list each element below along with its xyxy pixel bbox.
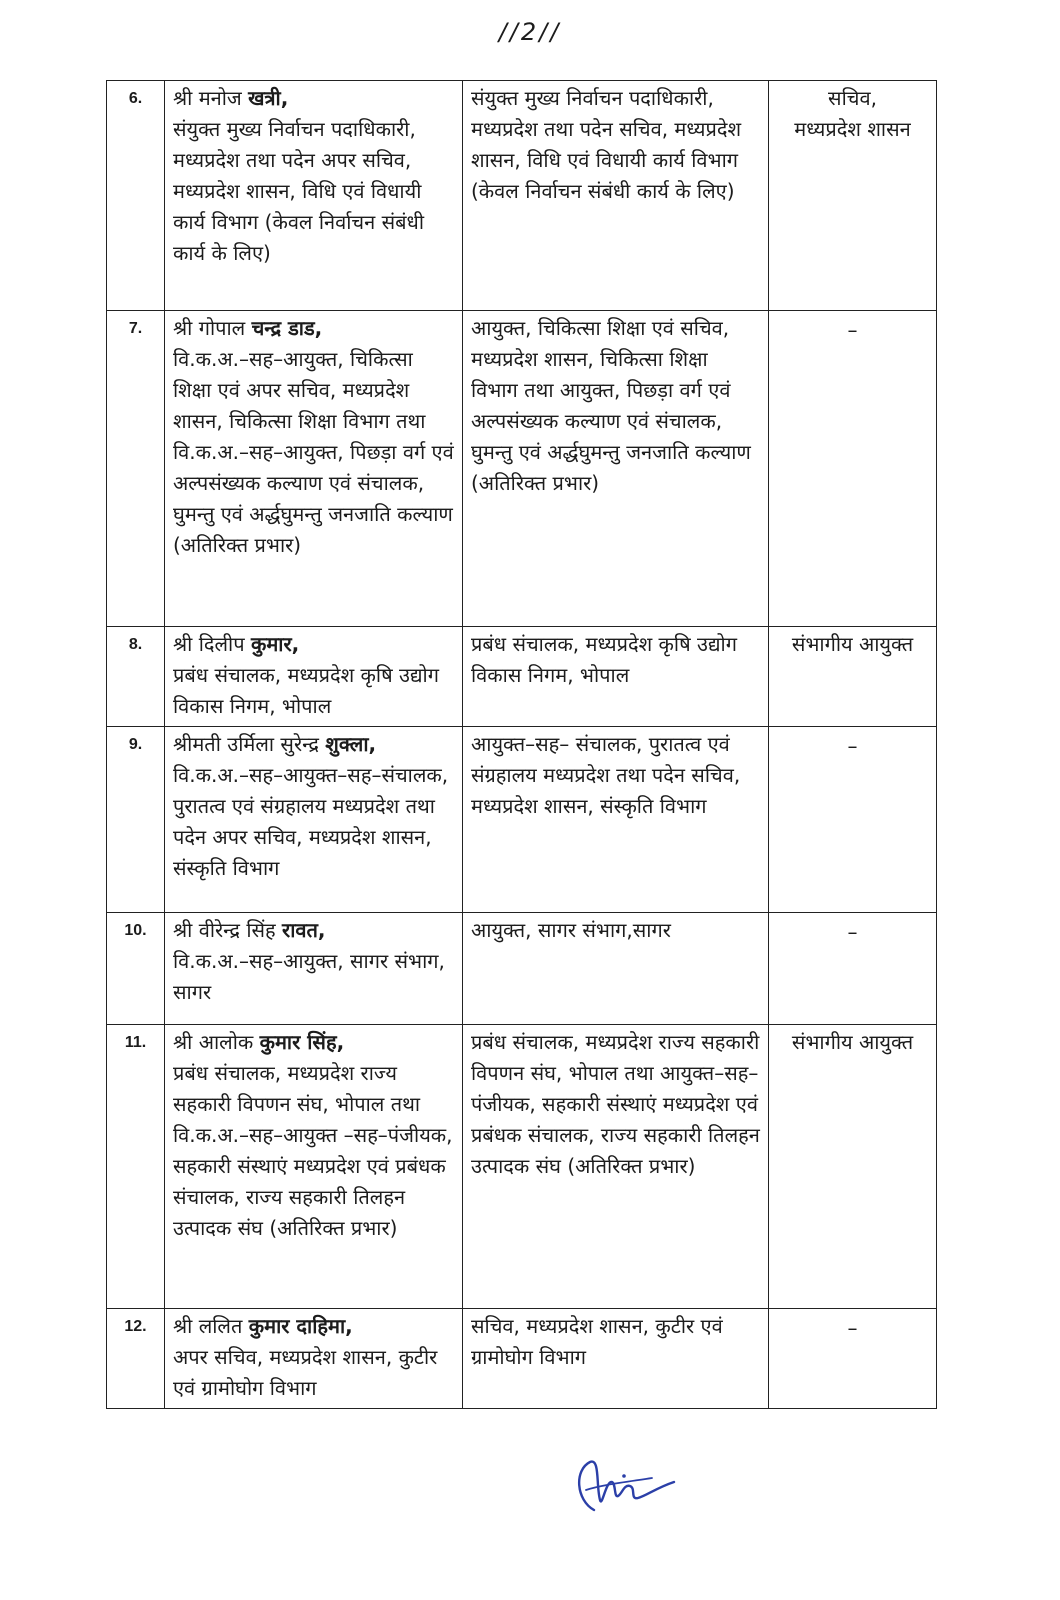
current-post: वि.क.अ.–सह–आयुक्त, चिकित्सा शिक्षा एवं अपर सचिव, मध्यप्रदेश शासन, चिकित्सा शिक्षा विभाग तथा वि.क.अ.–सह–आयुक्त, पिछड़ा वर्ग एवं अल्पसंख्यक कल्याण एवं संचालक, घुमन्तु एवं अर्द्धघुमन्तु जनजाति कल्याण (अतिरिक्त प्रभार) (173, 347, 454, 557)
new-posting: आयुक्त, सागर संभाग,सागर (463, 913, 769, 1025)
table-row (107, 627, 937, 727)
current-post: प्रबंध संचालक, मध्यप्रदेश राज्य सहकारी विपणन संघ, भोपाल तथा वि.क.अ.–सह–आयुक्त –सह–पंजीयक, सहकारी संस्थाएं मध्यप्रदेश एवं प्रबंधक संचालक, राज्य सहकारी तिलहन उत्पादक संघ (अतिरिक्त प्रभार) (173, 1061, 453, 1240)
rank-line: – (847, 734, 858, 758)
rank-line: – (847, 920, 858, 944)
rank-cell (769, 81, 937, 311)
officer-cell (165, 311, 463, 627)
current-post: वि.क.अ.–सह–आयुक्त–सह–संचालक, पुरातत्व एवं संग्रहालय मध्यप्रदेश तथा पदेन अपर सचिव, मध्यप्रदेश शासन, संस्कृति विभाग (173, 763, 449, 880)
officer-name: श्री दिलीप कुमार, (173, 632, 300, 656)
officer-name: श्री आलोक कुमार सिंह, (173, 1030, 345, 1054)
officer-cell (165, 627, 463, 727)
officer-name: श्री गोपाल चन्द्र डाड, (173, 316, 323, 340)
current-post: प्रबंध संचालक, मध्यप्रदेश कृषि उद्योग विकास निगम, भोपाल (173, 663, 439, 718)
serial-number: 7. (107, 311, 165, 627)
serial-number: 12. (107, 1309, 165, 1409)
page-number: //2// (498, 18, 562, 46)
rank-line: संभागीय आयुक्त (791, 1030, 914, 1054)
current-post: संयुक्त मुख्य निर्वाचन पदाधिकारी, मध्यप्रदेश तथा पदेन अपर सचिव, मध्यप्रदेश शासन, विधि एवं विधायी कार्य विभाग (केवल निर्वाचन संबंधी कार्य के लिए) (173, 117, 425, 265)
table-row (107, 81, 937, 311)
officer-cell (165, 1025, 463, 1309)
officer-cell (165, 727, 463, 913)
transfer-order-table (106, 80, 937, 1409)
new-posting: प्रबंध संचालक, मध्यप्रदेश कृषि उद्योग विकास निगम, भोपाल (463, 627, 769, 727)
rank-cell (769, 727, 937, 913)
current-post: अपर सचिव, मध्यप्रदेश शासन, कुटीर एवं ग्रामोघोग विभाग (173, 1345, 438, 1400)
new-posting: आयुक्त–सह– संचालक, पुरातत्व एवं संग्रहालय मध्यप्रदेश तथा पदेन सचिव, मध्यप्रदेश शासन, संस्कृति विभाग (463, 727, 769, 913)
serial-number: 9. (107, 727, 165, 913)
rank-line: – (847, 318, 858, 342)
officer-name: श्रीमती उर्मिला सुरेन्द्र शुक्ला, (173, 732, 377, 756)
serial-number: 10. (107, 913, 165, 1025)
rank-line: संभागीय आयुक्त (791, 632, 914, 656)
new-posting: संयुक्त मुख्य निर्वाचन पदाधिकारी, मध्यप्रदेश तथा पदेन सचिव, मध्यप्रदेश शासन, विधि एवं विधायी कार्य विभाग (केवल निर्वाचन संबंधी कार्य के लिए) (463, 81, 769, 311)
rank-cell (769, 1309, 937, 1409)
table-row (107, 727, 937, 913)
new-posting: आयुक्त, चिकित्सा शिक्षा एवं सचिव, मध्यप्रदेश शासन, चिकित्सा शिक्षा विभाग तथा आयुक्त, पिछड़ा वर्ग एवं अल्पसंख्यक कल्याण एवं संचालक, घुमन्तु एवं अर्द्धघुमन्तु जनजाति कल्याण (अतिरिक्त प्रभार) (463, 311, 769, 627)
officer-name: श्री मनोज खत्री, (173, 86, 289, 110)
serial-number: 6. (107, 81, 165, 311)
officer-cell (165, 1309, 463, 1409)
serial-number: 11. (107, 1025, 165, 1309)
new-posting: सचिव, मध्यप्रदेश शासन, कुटीर एवं ग्रामोघोग विभाग (463, 1309, 769, 1409)
rank-cell (769, 627, 937, 727)
rank-line: – (847, 1316, 858, 1340)
rank-cell (769, 913, 937, 1025)
new-posting: प्रबंध संचालक, मध्यप्रदेश राज्य सहकारी विपणन संघ, भोपाल तथा आयुक्त–सह– पंजीयक, सहकारी संस्थाएं मध्यप्रदेश एवं प्रबंधक संचालक, राज्य सहकारी तिलहन उत्पादक संघ (अतिरिक्त प्रभार) (463, 1025, 769, 1309)
officer-cell (165, 913, 463, 1025)
signature-icon (556, 1440, 696, 1530)
serial-number: 8. (107, 627, 165, 727)
rank-cell (769, 311, 937, 627)
table-row (107, 913, 937, 1025)
officer-name: श्री ललित कुमार दाहिमा, (173, 1314, 353, 1338)
current-post: वि.क.अ.–सह–आयुक्त, सागर संभाग, सागर (173, 949, 445, 1004)
table-row (107, 1309, 937, 1409)
officer-name: श्री वीरेन्द्र सिंह रावत, (173, 918, 326, 942)
rank-line: मध्यप्रदेश शासन (794, 117, 911, 141)
table-row (107, 1025, 937, 1309)
table-row (107, 311, 937, 627)
officer-cell (165, 81, 463, 311)
rank-cell (769, 1025, 937, 1309)
rank-line: सचिव, (828, 86, 877, 110)
